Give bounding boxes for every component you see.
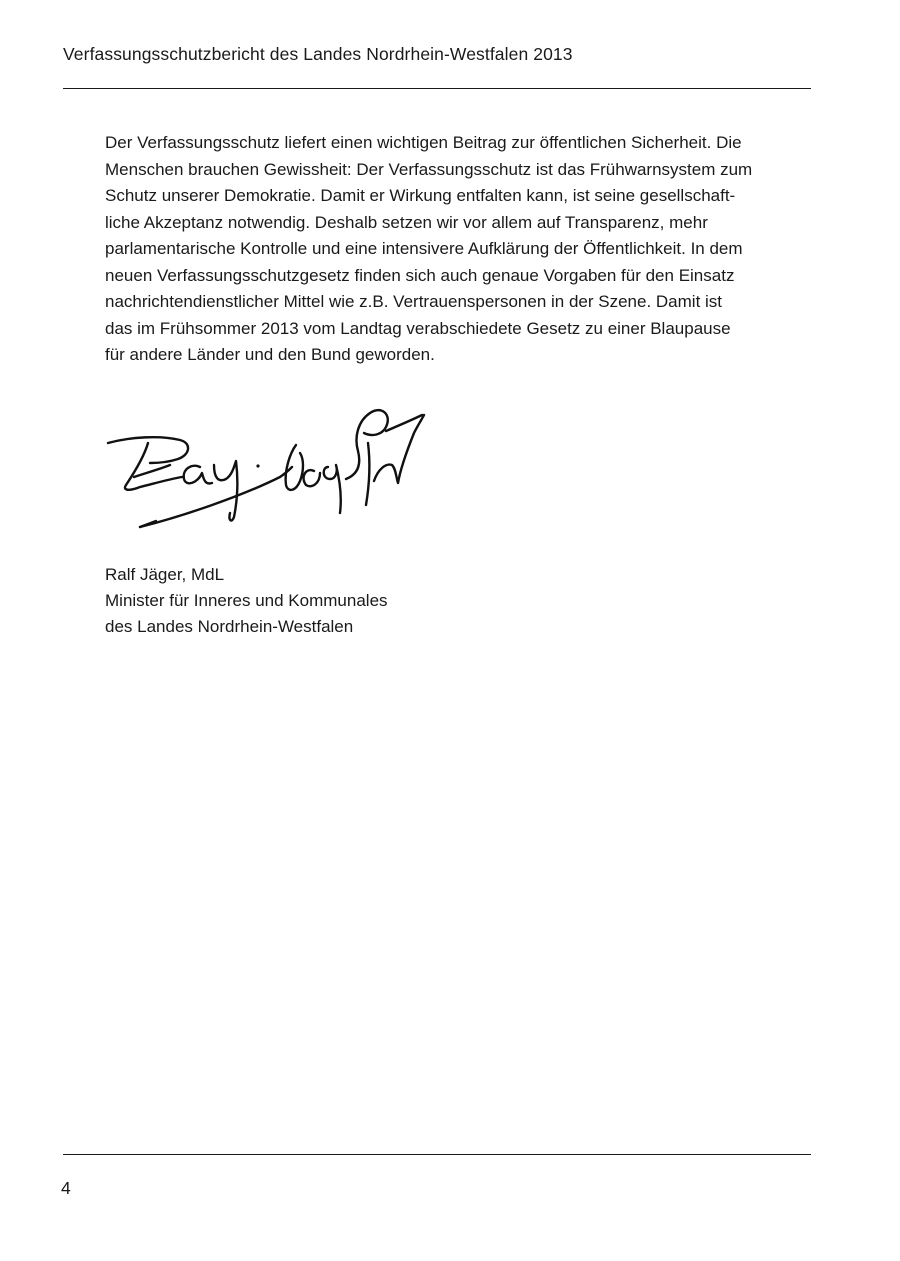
signatory-role: Minister für Inneres und Kommunales — [105, 591, 388, 610]
body-line: nachrichtendienstlicher Mittel wie z.B. Vertrauenspersonen in der Szene. Damit ist — [105, 292, 723, 311]
page-number: 4 — [61, 1178, 71, 1198]
body-line: Menschen brauchen Gewissheit: Der Verfassungsschutz ist das Frühwarnsystem zum — [105, 159, 753, 179]
body-paragraph — [105, 130, 820, 369]
body-line: Der Verfassungsschutz liefert einen wichtigen Beitrag zur öffentlichen Sicherheit. Die — [105, 133, 742, 152]
body-line: Schutz unserer Demokratie. Damit er Wirkung entfalten kann, ist seine gesellschaft- — [105, 186, 736, 205]
signatory-block — [105, 562, 388, 640]
signatory-state: des Landes Nordrhein-Westfalen — [105, 617, 354, 636]
body-line: parlamentarische Kontrolle und eine intensivere Aufklärung der Öffentlichkeit. In dem — [105, 239, 743, 258]
signatory-name: Ralf Jäger, MdL — [105, 565, 225, 584]
body-line: liche Akzeptanz notwendig. Deshalb setzen wir vor allem auf Transparenz, mehr — [105, 212, 708, 232]
body-line: neuen Verfassungsschutzgesetz finden sich auch genaue Vorgaben für den Einsatz — [105, 265, 735, 285]
signature-image — [100, 393, 430, 538]
running-header: Verfassungsschutzbericht des Landes Nordrhein-Westfalen 2013 — [63, 44, 573, 64]
footer-divider — [63, 1154, 811, 1155]
body-line: das im Frühsommer 2013 vom Landtag verabschiedete Gesetz zu einer Blaupause — [105, 318, 731, 338]
body-line: für andere Länder und den Bund geworden. — [105, 345, 435, 364]
header-divider — [63, 88, 811, 89]
